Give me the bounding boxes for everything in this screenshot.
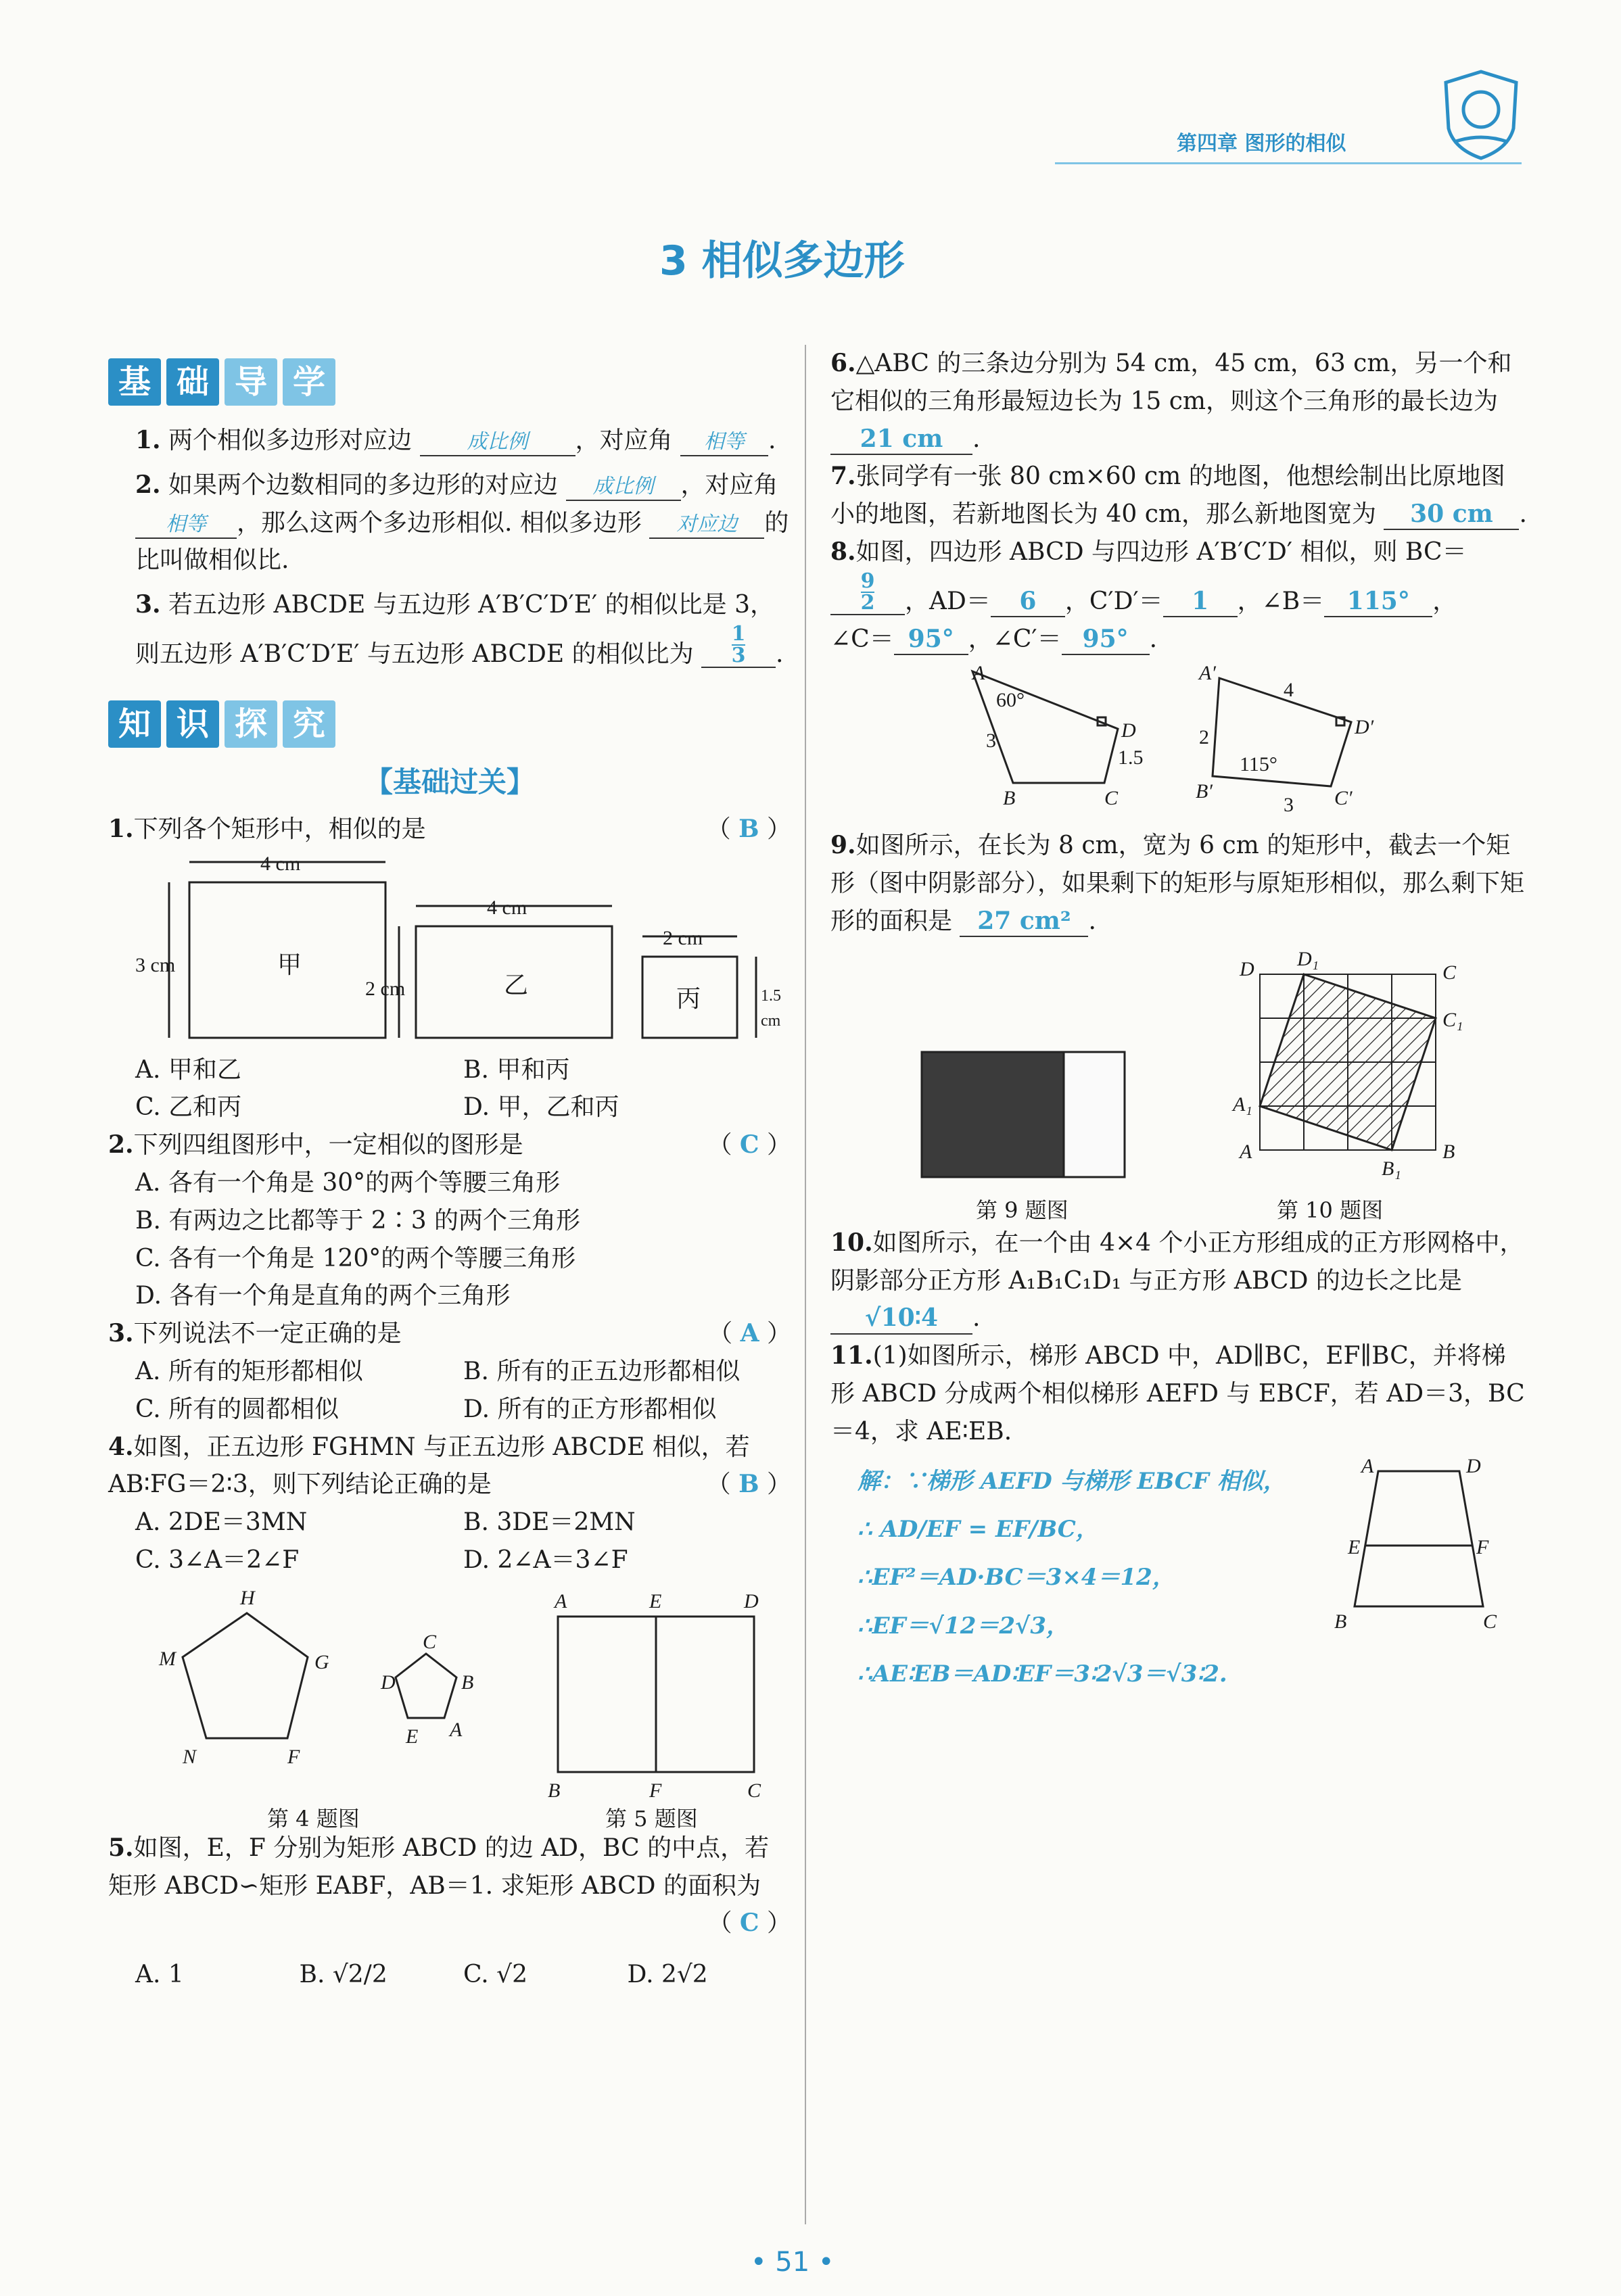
r2-name: 乙 <box>504 971 529 999</box>
option: A. 1 <box>135 1961 184 1989</box>
solution-line: ∴AE∶EB＝AD∶EF＝3∶2√3＝√3∶2. <box>858 1660 1227 1688</box>
label-B: B <box>461 1671 474 1694</box>
section-char: 识 <box>166 700 219 748</box>
solution-line: ∴ AD/EF = EF/BC， <box>858 1515 1099 1543</box>
section-char: 知 <box>108 700 161 748</box>
section-char: 探 <box>225 700 277 748</box>
right-column <box>830 345 1527 1721</box>
question-3: 3.下列说法不一定正确的是 （ A ） A. 所有的矩形都相似 B. 所有的正五边形都相似 C. 所有的圆都相似 D. 所有的正方形都相似 <box>108 1315 791 1428</box>
option: C. 乙和丙 <box>135 1093 242 1122</box>
label-A: A <box>1361 1454 1374 1477</box>
label-C: C <box>747 1779 761 1802</box>
label-H: H <box>240 1586 255 1609</box>
label-B: B <box>1003 787 1016 810</box>
option: D. 各有一个角是直角的两个三角形 <box>135 1282 511 1310</box>
option: C. √2 <box>463 1961 527 1989</box>
label-C-prime: C′ <box>1334 787 1353 810</box>
r1-name: 甲 <box>277 951 302 979</box>
label-A: A <box>972 662 985 685</box>
angle-60: 60° <box>996 689 1025 712</box>
label-D: D <box>381 1671 396 1694</box>
q4-q5-figures <box>108 1579 791 1832</box>
label-B-prime: B′ <box>1196 780 1213 803</box>
section-char: 导 <box>225 358 277 406</box>
question-10: 10.如图所示，在一个由 4×4 个小正方形组成的正方形网格中，阴影部分正方形 A₁B₁C₁D₁ 与正方形 ABCD 的边长之比是 √10∶4 . <box>830 1224 1527 1337</box>
question-1: 1.下列各个矩形中，相似的是 （ B ） 4 cm 3 cm 甲 4 cm 2 cm 乙 2 cm 1.5 cm 丙 A. 甲和乙 B. 甲和丙 C. 乙和丙 D. 甲，乙和丙 <box>108 811 791 1126</box>
caption-5: 第 5 题图 <box>605 1805 698 1832</box>
label-C1: C₁ <box>1442 1008 1463 1031</box>
option: D. 所有的正方形都相似 <box>463 1395 717 1423</box>
option: B. 甲和丙 <box>463 1055 570 1084</box>
basic-item-2: 2. 如果两个边数相同的多边形的对应边 成比例 ，对应角 相等 ，那么这两个多边形相似. 相似多边形 对应边 的比叫做相似比. <box>135 470 789 575</box>
option: D. 2√2 <box>627 1961 708 1989</box>
label-B: B <box>548 1779 561 1802</box>
logo-shield-icon <box>1440 68 1522 174</box>
label-C: C <box>1104 787 1119 810</box>
option: A. 各有一个角是 30°的两个等腰三角形 <box>135 1169 561 1197</box>
label-N: N <box>183 1745 197 1768</box>
question-2: 2.下列四组图形中，一定相似的图形是 （ C ） A. 各有一个角是 30°的两个等腰三角形 B. 有两边之比都等于 2∶3 的两个三角形 C. 各有一个角是 120°的两个等腰三角形 D. 各有一个角是直角的两个三角形 <box>108 1126 791 1315</box>
label-D: D <box>1240 957 1254 980</box>
option: C. 所有的圆都相似 <box>135 1395 339 1423</box>
r2-height: 2 cm <box>365 977 406 1000</box>
label-C: C <box>423 1630 437 1653</box>
label-A: A <box>450 1718 463 1741</box>
solution-line: 解：∵梯形 AEFD 与梯形 EBCF 相似， <box>858 1467 1286 1495</box>
label-D-prime: D′ <box>1355 716 1374 739</box>
r2-width: 4 cm <box>487 896 527 919</box>
section-pass: 【基础过关】 <box>364 765 535 798</box>
option: B. 3DE＝2MN <box>463 1508 636 1537</box>
label-F: F <box>649 1779 662 1802</box>
r3-name: 丙 <box>676 984 701 1013</box>
column-divider <box>805 345 806 2224</box>
option: B. √2/2 <box>299 1961 387 1989</box>
page-number: • 51 • <box>751 2247 835 2278</box>
chapter-header: 第四章 图形的相似 <box>1177 132 1346 156</box>
label-B: B <box>1442 1140 1455 1163</box>
basic-item-1: 1. 两个相似多边形对应边 成比例 ，对应角 相等 . <box>135 422 791 460</box>
option: C. 3∠A＝2∠F <box>135 1546 300 1575</box>
page-title: 3 相似多边形 <box>659 237 905 285</box>
label-F: F <box>287 1745 300 1768</box>
option: D. 2∠A＝3∠F <box>463 1546 628 1575</box>
option: A. 甲和乙 <box>135 1055 241 1084</box>
side-1-5: 1.5 <box>1118 746 1144 769</box>
option: A. 所有的矩形都相似 <box>135 1358 363 1386</box>
question-4: 4.如图，正五边形 FGHMN 与正五边形 ABCDE 相似，若 AB∶FG＝2∶3，则下列结论正确的是 （ B ） A. 2DE＝3MN B. 3DE＝2MN C. 3∠A＝2∠F D. 2∠A＝3∠F H M G N F C D B E A A E D B F C 第 4 题图 第 5 题图 <box>108 1429 791 1829</box>
label-M: M <box>159 1647 176 1670</box>
question-8: 8.如图，四边形 ABCD 与四边形 A′B′C′D′ 相似，则 BC＝ $\frac{9}{2}$ ，AD＝ 6 ，C′D′＝ 1 ，∠B＝ 115° ， ∠C＝ 95° ，∠C′＝ 95° . A 60° 3 D 1.5 B C A′ 4 2 D′ 115° B′ 3 C′ <box>830 533 1527 827</box>
r1-height: 3 cm <box>135 953 176 976</box>
question-11: 11.(1)如图所示，梯形 ABCD 中，AD∥BC，EF∥BC，并将梯形 ABCD 分成两个相似梯形 AEFD 与 EBCF，若 AD＝3，BC＝4，求 AE∶EB. 解：∵梯形 AEFD 与梯形 EBCF 相似， ∴ AD/EF = EF/BC， ∴EF²＝AD·BC＝3×4＝12， ∴EF＝√12＝2√3， ∴AE∶EB＝AD∶EF＝3∶2√3＝√3∶2. A D E F B C <box>830 1337 1527 1721</box>
label-D1: D₁ <box>1297 947 1319 970</box>
left-column <box>108 358 791 1994</box>
side-4: 4 <box>1284 679 1294 702</box>
caption-9: 第 9 题图 <box>976 1197 1068 1223</box>
section-char: 基 <box>108 358 161 406</box>
label-F: F <box>1476 1535 1489 1558</box>
solution-line: ∴EF²＝AD·BC＝3×4＝12， <box>858 1564 1175 1592</box>
section-char: 础 <box>166 358 219 406</box>
r1-width: 4 cm <box>260 852 301 875</box>
caption-10: 第 10 题图 <box>1277 1197 1384 1223</box>
option: B. 有两边之比都等于 2∶3 的两个三角形 <box>135 1206 581 1235</box>
label-E: E <box>649 1589 662 1612</box>
option: A. 2DE＝3MN <box>135 1508 308 1537</box>
label-G: G <box>314 1650 329 1673</box>
r3-height: 1.5 cm <box>761 986 781 1030</box>
section-basic <box>108 358 791 406</box>
side-2: 2 <box>1199 726 1209 749</box>
section-char: 究 <box>283 700 335 748</box>
side-3b: 3 <box>1284 794 1294 817</box>
label-B: B <box>1334 1610 1347 1633</box>
option: C. 各有一个角是 120°的两个等腰三角形 <box>135 1244 576 1272</box>
label-E: E <box>1348 1535 1361 1558</box>
option: D. 甲，乙和丙 <box>463 1093 619 1122</box>
label-C: C <box>1483 1610 1497 1633</box>
label-B1: B₁ <box>1382 1157 1401 1180</box>
label-A1: A₁ <box>1233 1093 1252 1116</box>
question-7: 7.张同学有一张 80 cm×60 cm 的地图，他想绘制出比原地图小的地图，若新地图长为 40 cm，那么新地图宽为 30 cm . <box>830 458 1527 533</box>
section-explore <box>108 700 791 748</box>
question-5: 5.如图，E，F 分别为矩形 ABCD 的边 AD，BC 的中点，若矩形 ABCD∽矩形 EABF，AB＝1. 求矩形 ABCD 的面积为 （ C ） A. 1 B. √2/2 C. √2 D. 2√2 <box>108 1829 791 1994</box>
question-9: 9.如图所示，在长为 8 cm，宽为 6 cm 的矩形中，截去一个矩形（图中阴影部分），如果剩下的矩形与原矩形相似，那么剩下矩形的面积是 27 cm² . <box>830 827 1527 940</box>
label-A: A <box>1240 1140 1252 1163</box>
r3-width: 2 cm <box>663 926 703 949</box>
label-D: D <box>1466 1454 1481 1477</box>
angle-115: 115° <box>1240 753 1277 776</box>
label-D: D <box>1121 719 1136 742</box>
q11-solution <box>830 1451 1527 1721</box>
section-char: 学 <box>283 358 335 406</box>
q9-q10-figures <box>830 940 1527 1224</box>
caption-4: 第 4 题图 <box>267 1805 360 1832</box>
question-6: 6.△ABC 的三条边分别为 54 cm，45 cm，63 cm，另一个和它相似的三角形最短边长为 15 cm，则这个三角形的最长边为 21 cm . <box>830 345 1527 458</box>
label-A-prime: A′ <box>1199 662 1216 685</box>
q1-figure <box>108 848 791 1051</box>
basic-item-3: 3. 若五边形 ABCDE 与五边形 A′B′C′D′E′ 的相似比是 3，则五边形 A′B′C′D′E′ 与五边形 ABCDE 的相似比为 $\frac{1}{3}$ . <box>135 590 784 668</box>
side-3: 3 <box>986 730 996 752</box>
q8-figure <box>830 658 1527 827</box>
label-C: C <box>1442 961 1457 984</box>
solution-line: ∴EF＝√12＝2√3， <box>858 1612 1070 1640</box>
label-D: D <box>744 1589 759 1612</box>
label-E: E <box>406 1725 419 1748</box>
option: B. 所有的正五边形都相似 <box>463 1358 741 1386</box>
label-A: A <box>555 1589 567 1612</box>
